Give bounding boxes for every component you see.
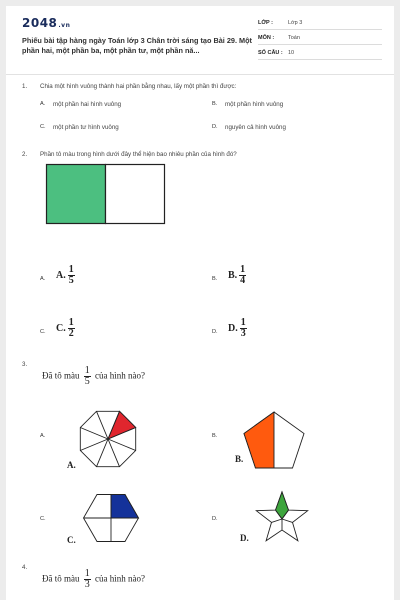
q3-octagon-figure[interactable] (78, 409, 138, 469)
q3-option-b-label: B. (235, 454, 244, 464)
q3-hexagon-shaded-part (111, 495, 139, 519)
worksheet-page (6, 6, 394, 600)
option-text: một phần hình vuông (225, 101, 284, 108)
fraction-numerator: 1 (68, 317, 74, 328)
question-4-number: 4. (22, 564, 28, 571)
worksheet-title: Phiếu bài tập hàng ngày Toán lớp 3 Chân trời sáng tạo Bài 29. Một phần hai, một phần ba, một phần tư, một phần nă... (22, 36, 252, 55)
header-divider (6, 74, 394, 75)
fraction (68, 265, 75, 286)
meta-subject (258, 33, 382, 45)
q2-unshaded-half (106, 165, 165, 224)
fraction-denominator: 3 (240, 328, 246, 339)
fraction-numerator: 1 (68, 264, 74, 275)
option-text: một phần hai hình vuông (53, 101, 122, 108)
option-letter: D. (212, 329, 218, 335)
fraction-numerator: 1 (240, 264, 246, 275)
question-2-number: 2. (22, 151, 28, 158)
meta-class (258, 18, 382, 30)
fraction-denominator: 3 (84, 579, 90, 590)
option-letter: B. (212, 276, 218, 282)
q3-hexagon-figure[interactable] (83, 494, 139, 542)
q3-option-a-letter[interactable]: A. (40, 433, 46, 439)
fraction-denominator: 4 (240, 275, 246, 286)
question-3-number: 3. (22, 361, 28, 368)
question-text-after: của hình nào? (95, 573, 145, 584)
q2-shaded-half (47, 165, 106, 224)
q3-option-a-label: A. (67, 460, 76, 470)
question-text-before: Đã tô màu (42, 370, 80, 381)
meta-key: MÔN : (258, 35, 275, 41)
q3-option-c-label: C. (67, 535, 76, 545)
fraction-numerator: 1 (84, 365, 90, 376)
question-3-text (42, 366, 145, 387)
meta-key: LỚP : (258, 20, 273, 26)
meta-value: Lớp 3 (288, 20, 303, 26)
meta-key: SỐ CÂU : (258, 50, 283, 56)
option-label: A. (56, 270, 66, 281)
meta-value: Toán (288, 35, 300, 41)
fraction (239, 265, 246, 286)
meta-value: 10 (288, 50, 295, 56)
logo-text: 2048 (22, 16, 58, 30)
option-letter: C. (40, 329, 46, 335)
option-label: B. (228, 270, 238, 281)
fraction-denominator: 5 (84, 376, 90, 387)
question-1-text: Chia một hình vuông thành hai phần bằng nhau, lấy một phần thì được: (40, 83, 237, 90)
q3-pentagon-figure[interactable] (243, 411, 305, 469)
option-letter: D. (212, 124, 218, 130)
q2-rectangle-figure (46, 164, 166, 224)
site-logo[interactable] (22, 16, 70, 30)
q3-option-c-letter[interactable]: C. (40, 516, 46, 522)
fraction (68, 318, 75, 339)
option-letter: C. (40, 124, 46, 130)
option-letter: A. (40, 101, 46, 107)
meta-question-count (258, 48, 382, 60)
worksheet-header (6, 6, 394, 70)
question-4-text (42, 569, 145, 590)
question-text-before: Đã tô màu (42, 573, 80, 584)
fraction (240, 318, 247, 339)
question-1-number: 1. (22, 83, 28, 90)
fraction-denominator: 5 (68, 275, 74, 286)
q3-pentagon-shaded-part (244, 412, 274, 468)
q3-star-figure[interactable] (254, 490, 310, 546)
fraction-denominator: 2 (68, 328, 74, 339)
option-label: D. (228, 323, 238, 334)
option-text: một phần tư hình vuông (53, 124, 119, 131)
fraction (84, 569, 91, 590)
option-letter: A. (40, 276, 46, 282)
logo-suffix: .vn (58, 22, 71, 29)
option-letter: B. (212, 101, 218, 107)
question-text-after: của hình nào? (95, 370, 145, 381)
fraction-numerator: 1 (84, 568, 90, 579)
fraction-numerator: 1 (240, 317, 246, 328)
option-label: C. (56, 323, 66, 334)
q3-option-d-label: D. (240, 533, 249, 543)
option-text: nguyên cả hình vuông (225, 124, 286, 131)
q3-option-b-letter[interactable]: B. (212, 433, 218, 439)
fraction (84, 366, 91, 387)
question-2-text: Phần tô màu trong hình dưới đây thể hiện bao nhiêu phần của hình đó? (40, 151, 237, 158)
q3-option-d-letter[interactable]: D. (212, 516, 218, 522)
